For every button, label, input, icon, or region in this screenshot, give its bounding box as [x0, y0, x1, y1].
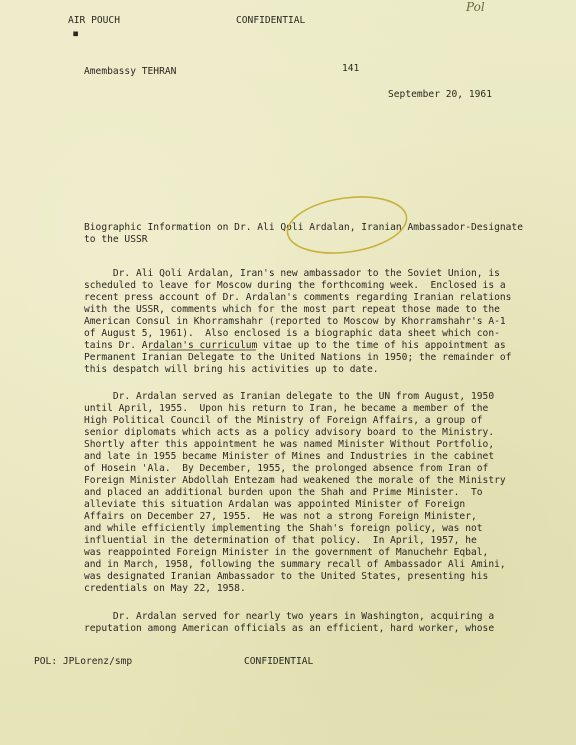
text-line: Permanent Iranian Delegate to the United Nations in 1950; the remainder of: [84, 352, 512, 363]
text-line: was designated Iranian Ambassador to the United States, presenting his: [84, 571, 489, 582]
text-line: of Hosein 'Ala. By December, 1955, the prolonged absence from Iran of: [84, 463, 489, 474]
text-line: Dr. Ardalan served for nearly two years in Washington, acquiring a: [84, 611, 495, 622]
text-line: American Consul in Khorramshahr (reported to Moscow by Khorramshahr's A-1: [84, 316, 506, 327]
circled-name-annotation: [284, 190, 410, 260]
classification-top: CONFIDENTIAL: [236, 15, 306, 26]
text-line: reputation among American officials as an efficient, hard worker, whose: [84, 623, 495, 634]
text-line: Dr. Ardalan served as Iranian delegate to the UN from August, 1950: [84, 391, 495, 402]
despatch-date: September 20, 1961: [388, 89, 492, 100]
text-line: Affairs on December 27, 1955. He was not a strong Foreign Minister,: [84, 511, 477, 522]
text-line: was reappointed Foreign Minister in the government of Manuchehr Eqbal,: [84, 547, 489, 558]
text-line: Foreign Minister Abdollah Entezam had weakened the morale of the Ministry: [84, 475, 506, 486]
text-line: scheduled to leave for Moscow during the forthcoming week. Enclosed is a: [84, 280, 506, 291]
text-line: recent press account of Dr. Ardalan's comments regarding Iranian relations: [84, 292, 512, 303]
subject-line-1: Biographic Information on Dr. Ali Qoli Ardalan, Iranian Ambassador-Designate: [84, 222, 523, 233]
text-line: this despatch will bring his activities up to date.: [84, 364, 379, 375]
text-line: and in March, 1958, following the summary recall of Ambassador Ali Amini,: [84, 559, 506, 570]
text-line: until April, 1955. Upon his return to Iran, he became a member of the: [84, 403, 489, 414]
drafter-line: POL: JPLorenz/smp: [34, 656, 133, 667]
text-line: Shortly after this appointment he was named Minister Without Portfolio,: [84, 439, 495, 450]
subject-line-2: to the USSR: [84, 234, 148, 245]
text-line: of August 5, 1961). Also enclosed is a biographic data sheet which con-: [84, 328, 500, 339]
text-line: with the USSR, comments which for the most part repeat those made to the: [84, 304, 500, 315]
text-line: and late in 1955 became Minister of Mines and Industries in the cabinet: [84, 451, 495, 462]
text-line: influential in the determination of that policy. In April, 1957, he: [84, 535, 477, 546]
air-pouch-label: AIR POUCH: [68, 15, 120, 26]
text-line: Dr. Ali Qoli Ardalan, Iran's new ambassador to the Soviet Union, is: [84, 268, 500, 279]
text-line: High Political Council of the Ministry of Foreign Affairs, a group of: [84, 415, 483, 426]
text-line: and while efficiently implementing the Shah's foreign policy, was not: [84, 523, 483, 534]
text-line: credentials on May 22, 1958.: [84, 583, 246, 594]
despatch-number: 141: [342, 63, 360, 74]
handwritten-pol: Pol: [466, 0, 485, 14]
text-line: and placed an additional burden upon the Shah and Prime Minister. To: [84, 487, 483, 498]
text-line: alleviate this situation Ardalan was appointed Minister of Foreign: [84, 499, 466, 510]
from-post: Amembassy TEHRAN: [84, 66, 177, 77]
text-line: tains Dr. Ardalan's curriculum vitae up to the time of his appointment as: [84, 340, 506, 351]
classification-bottom: CONFIDENTIAL: [244, 656, 314, 667]
text-line: senior diplomats which acts as a policy advisory board to the Ministry.: [84, 427, 495, 438]
margin-mark: ▪: [72, 26, 80, 40]
